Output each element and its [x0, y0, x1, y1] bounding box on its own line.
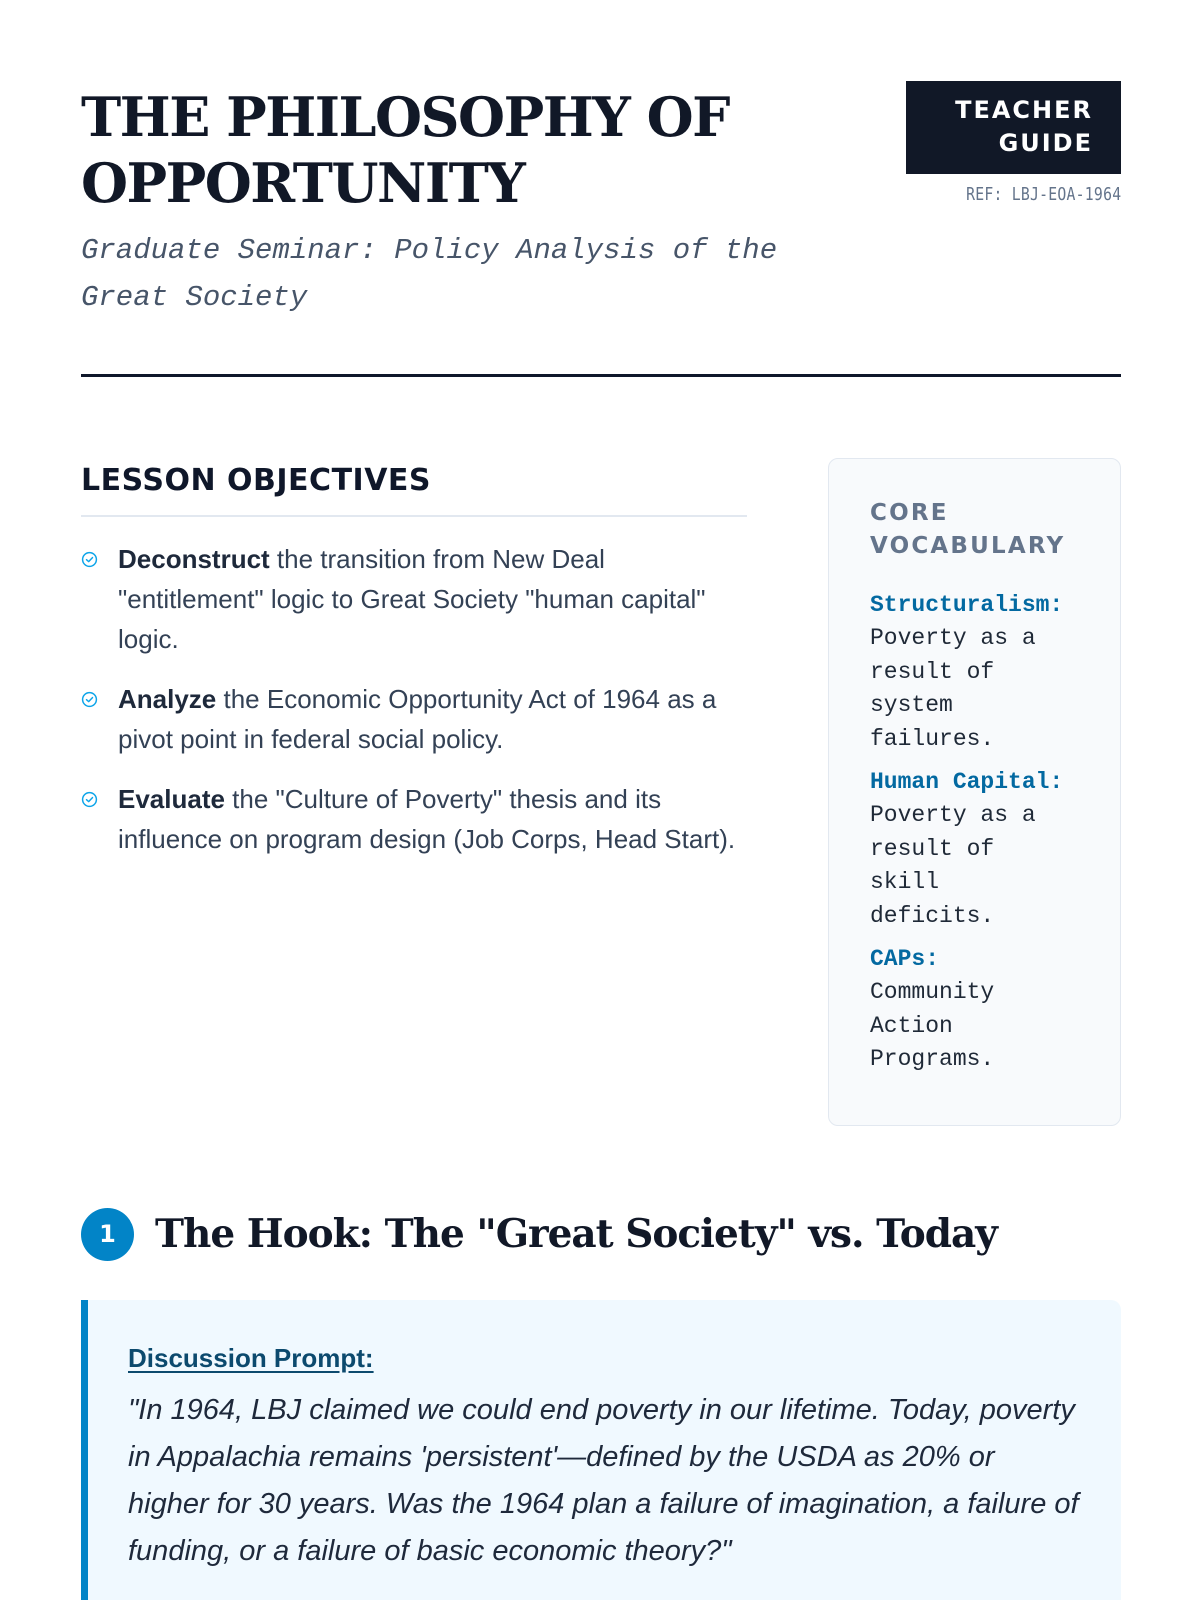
- vocabulary-definition: Poverty as a result of skill deficits.: [870, 802, 1036, 929]
- objective-verb: Analyze: [118, 684, 217, 714]
- objectives-heading: LESSON OBJECTIVES: [81, 463, 432, 498]
- step-number-badge: 1: [81, 1208, 134, 1261]
- vocabulary-term: Structuralism:: [870, 592, 1064, 618]
- teacher-guide-badge: [906, 81, 1121, 174]
- check-circle-icon: [81, 791, 98, 808]
- objective-text: the "Culture of Poverty" thesis and its influence on program design (Job Corps, Head Start).: [118, 784, 736, 854]
- document-title: [81, 84, 841, 216]
- title-line-2: OPPORTUNITY: [81, 151, 525, 215]
- objective-text: the transition from New Deal "entitlement" logic to Great Society "human capital" logic.: [118, 544, 706, 654]
- section-title: The Hook: The "Great Society" vs. Today: [155, 1211, 997, 1257]
- objective-item: [81, 539, 747, 659]
- vocabulary-heading: CORE VOCABULARY: [870, 500, 1066, 559]
- objectives-list: [81, 539, 747, 859]
- vocabulary-term: CAPs:: [870, 946, 940, 972]
- lesson-objectives: [81, 460, 747, 879]
- header-divider: [81, 374, 1121, 377]
- objectives-divider: [81, 515, 747, 517]
- document-header: [81, 84, 1121, 375]
- core-vocabulary-panel: [828, 458, 1121, 1126]
- check-circle-icon: [81, 551, 98, 568]
- objective-verb: Deconstruct: [118, 544, 270, 574]
- badge-line-1: TEACHER: [955, 96, 1093, 124]
- document-subtitle: Graduate Seminar: Policy Analysis of the Great Society: [81, 234, 778, 314]
- objective-text: the Economic Opportunity Act of 1964 as a pivot point in federal social policy.: [118, 684, 717, 754]
- title-line-1: THE PHILOSOPHY OF: [81, 85, 729, 149]
- badge-line-2: GUIDE: [998, 129, 1093, 157]
- objective-item: [81, 679, 747, 759]
- objective-item: [81, 779, 747, 859]
- discussion-prompt-text: "In 1964, LBJ claimed we could end poverty in our lifetime. Today, poverty in Appalachia remains 'persistent'—defined by the USDA as 20% or higher for 30 years. Was the 1964 plan a failure of imagination, a failure of funding, or a failure of basic economic theory?": [128, 1394, 1079, 1567]
- vocabulary-definition: Community Action Programs.: [870, 979, 995, 1072]
- vocabulary-term: Human Capital:: [870, 769, 1064, 795]
- objective-verb: Evaluate: [118, 784, 225, 814]
- vocabulary-definition: Poverty as a result of system failures.: [870, 625, 1036, 752]
- discussion-prompt-label: Discussion Prompt:: [128, 1343, 374, 1373]
- document-page: [81, 0, 1121, 1600]
- reference-code: REF: LBJ-EOA-1964: [965, 184, 1121, 205]
- check-circle-icon: [81, 691, 98, 708]
- discussion-prompt-box: [81, 1300, 1121, 1600]
